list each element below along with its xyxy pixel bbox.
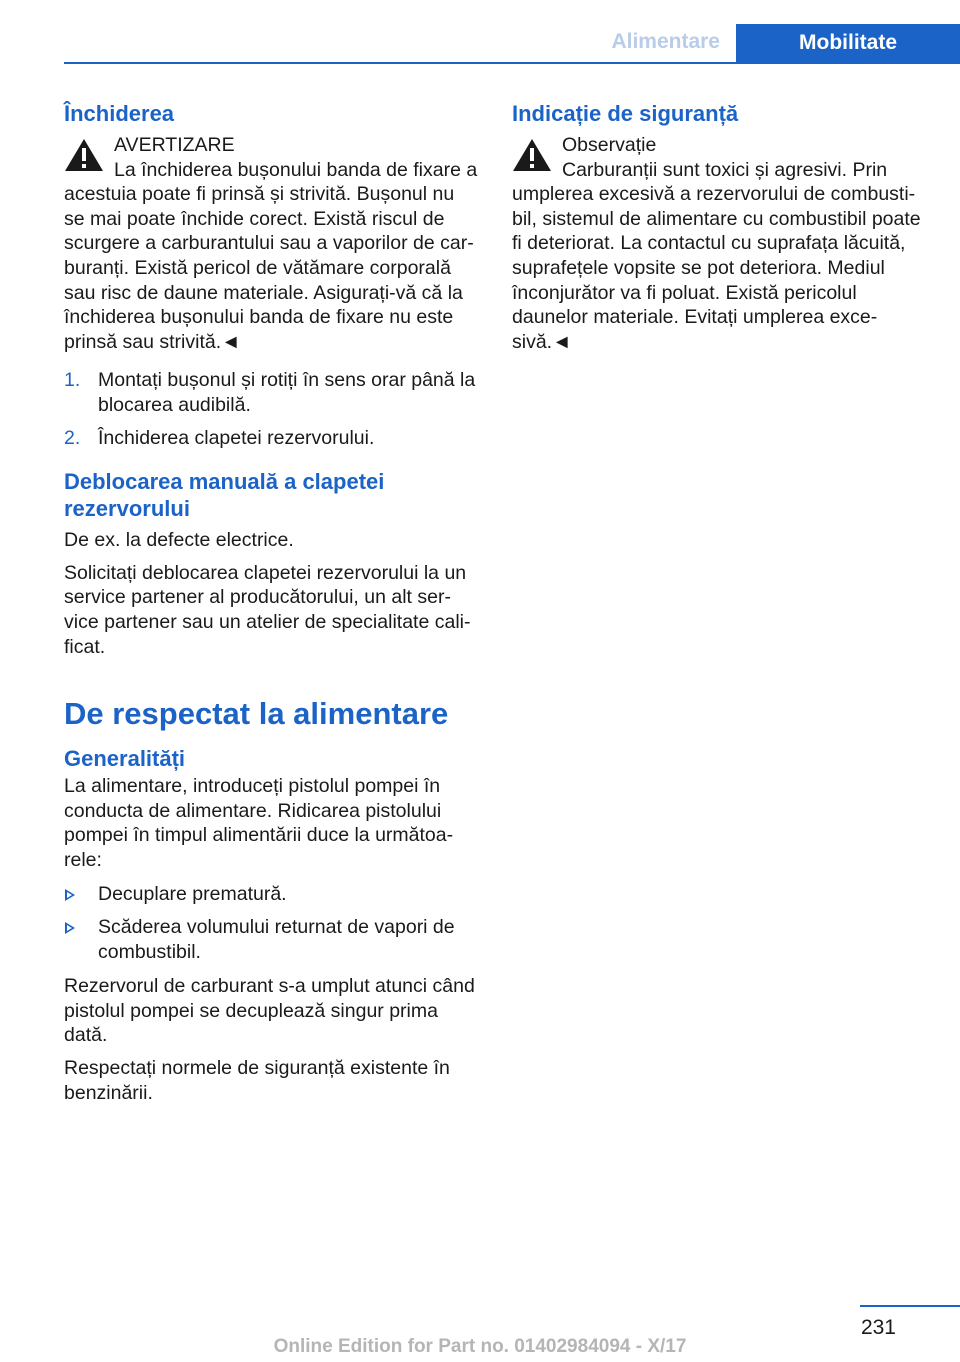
note-label: Observație bbox=[562, 134, 657, 156]
step-number: 2. bbox=[64, 426, 81, 449]
safety-title: Indicație de siguranță bbox=[512, 101, 739, 126]
section-title: De respectat la alimentare bbox=[64, 696, 449, 732]
warning-box bbox=[64, 133, 480, 354]
manual-unlock-title: Deblocarea manuală a clapetei rezervorului bbox=[64, 469, 385, 522]
list-item bbox=[64, 368, 480, 417]
list-item bbox=[64, 915, 480, 964]
page-number-rule bbox=[860, 1305, 960, 1307]
warning-triangle-icon bbox=[64, 137, 104, 173]
bullet-list bbox=[64, 882, 480, 964]
general-paragraph-1: La alimentare, introduceți pistolul pompei în conducta de alimentare. Ridicarea pistolului pompei în timpul alimentării duce la următoa-rele: bbox=[64, 775, 454, 871]
bullet-text: Scăderea volumului returnat de vapori de combustibil. bbox=[98, 916, 455, 963]
warning-triangle-icon bbox=[512, 137, 552, 173]
closing-title: Închiderea bbox=[64, 101, 175, 126]
general-title: Generalități bbox=[64, 746, 186, 772]
note-box bbox=[512, 133, 932, 354]
warning-text: La închiderea bușonului banda de fixare a acestuia poate fi prinsă și strivită. Bușonul nu se mai poate închide corect. Există riscul de scurgere a carburantului sau a vaporilor de car-buranți. Există pericol de vătămare corporală sau risc de daune materiale. Asigurați-vă că la închiderea bușonului banda de fixare nu este prinsă sau strivită.◄ bbox=[64, 158, 478, 353]
triangle-bullet-icon bbox=[65, 889, 75, 901]
left-column bbox=[64, 100, 480, 1113]
general-paragraph-2: Rezervorul de carburant s-a umplut atunci când pistolul pompei se decuplează singur prima dată. bbox=[64, 975, 475, 1047]
note-text: Carburanții sunt toxici și agresivi. Prin umplerea excesivă a rezervorului de combusti-bil, sistemul de alimentare cu combustibil poate fi deteriorat. La contactul cu suprafața lăcuită, suprafețele vopsite se pot deteriora. Mediul înconjurător va fi poluat. Există pericolul daunelor materiale. Evitați umplerea exce-sivă.◄ bbox=[512, 158, 921, 353]
tab-mobilitate[interactable]: Mobilitate bbox=[736, 24, 960, 62]
header-bar bbox=[64, 24, 960, 64]
steps-list bbox=[64, 368, 480, 450]
tab-alimentare[interactable]: Alimentare bbox=[611, 30, 720, 53]
bullet-text: Decuplare prematură. bbox=[98, 883, 287, 906]
warning-label: AVERTIZARE bbox=[114, 134, 235, 156]
step-text: Închiderea clapetei rezervorului. bbox=[98, 426, 375, 449]
step-number: 1. bbox=[64, 369, 81, 392]
list-item bbox=[64, 426, 480, 451]
step-text: Montați bușonul și rotiți în sens orar până la blocarea audibilă. bbox=[98, 369, 476, 416]
page-number: 231 bbox=[860, 1316, 896, 1339]
manual-paragraph-2: Solicitați deblocarea clapetei rezervorului la un service partener al producătorului, un alt ser-vice partener sau un atelier de specialitate cali-ficat. bbox=[64, 561, 471, 658]
right-column bbox=[512, 100, 932, 368]
triangle-bullet-icon bbox=[65, 922, 75, 934]
footer-edition: Online Edition for Part no. 01402984094 - X/17 bbox=[273, 1336, 687, 1357]
general-paragraph-3: Respectați normele de siguranță existente în benzinării. bbox=[64, 1057, 450, 1104]
list-item bbox=[64, 882, 480, 907]
manual-paragraph-1: De ex. la defecte electrice. bbox=[64, 529, 294, 552]
